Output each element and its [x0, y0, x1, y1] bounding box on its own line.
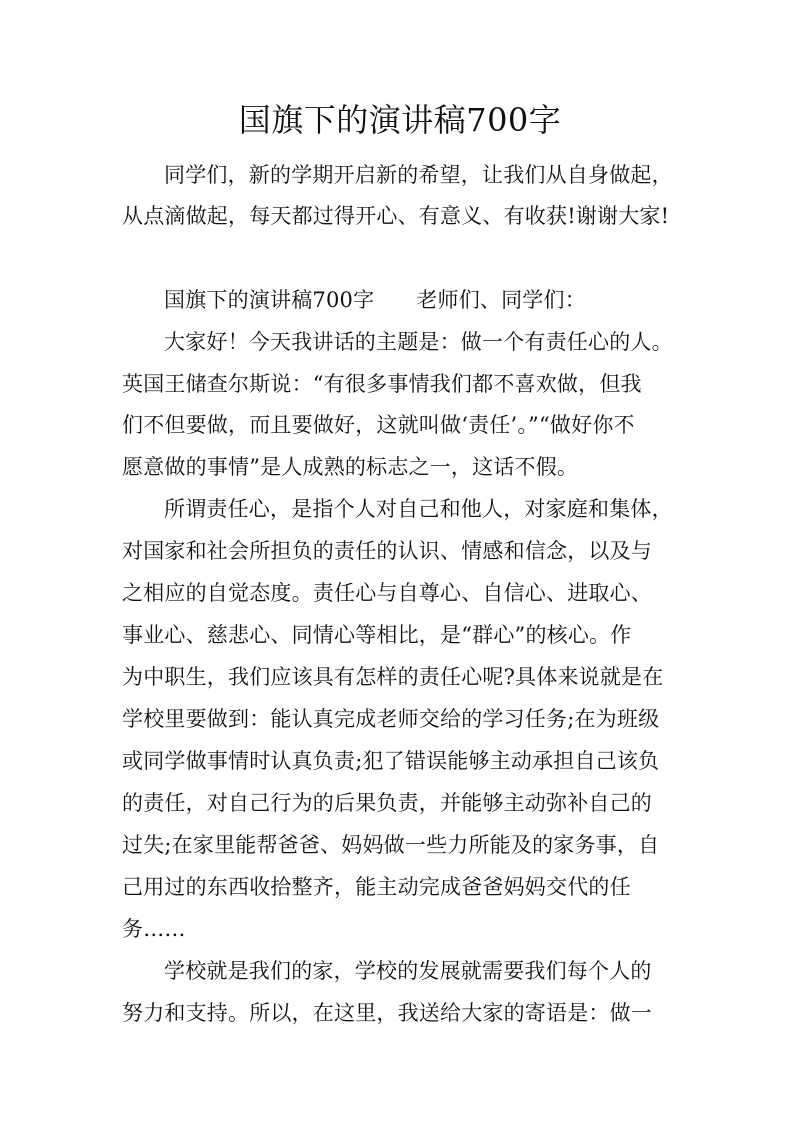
paragraph-2-line-2: 英国王储查尔斯说：“有很多事情我们都不喜欢做，但我: [122, 372, 642, 396]
section-heading-greeting: 老师们、同学们：: [416, 288, 586, 312]
paragraph-2-line-1: 大家好！今天我讲话的主题是：做一个有责任心的人。: [164, 330, 673, 354]
document-title: 国旗下的演讲稿700字: [238, 101, 562, 139]
paragraph-3-line-9: 过失;在家里能帮爸爸、妈妈做一些力所能及的家务事，自: [122, 833, 660, 857]
paragraph-3-line-10: 己用过的东西收拾整齐，能主动完成爸爸妈妈交代的任: [122, 875, 631, 899]
paragraph-3-line-7: 或同学做事情时认真负责;犯了错误能够主动承担自己该负: [122, 749, 660, 773]
paragraph-3-line-8: 的责任，对自己行为的后果负责，并能够主动弥补自己的: [122, 791, 652, 815]
paragraph-3-line-1: 所谓责任心，是指个人对自己和他人，对家庭和集体，: [164, 497, 673, 521]
paragraph-4-line-1: 学校就是我们的家，学校的发展就需要我们每个人的: [164, 959, 652, 983]
paragraph-2-line-4: 愿意做的事情”是人成熟的标志之一，这话不假。: [122, 455, 579, 479]
paragraph-3-line-3: 之相应的自觉态度。责任心与自尊心、自信心、进取心、: [122, 581, 652, 605]
paragraph-3-line-6: 学校里要做到：能认真完成老师交给的学习任务;在为班级: [122, 707, 660, 731]
paragraph-2-line-3: 们不但要做，而且要做好，这就叫做‘责任’。”“做好你不: [122, 413, 635, 437]
paragraph-3-line-4: 事业心、慈悲心、同情心等相比，是“群心”的核心。作: [122, 623, 632, 647]
paragraph-1-line-2: 从点滴做起，每天都过得开心、有意义、有收获!谢谢大家!: [122, 204, 670, 228]
paragraph-3-line-11: 务……: [122, 917, 186, 941]
paragraph-1-line-1: 同学们，新的学期开启新的希望，让我们从自身做起，: [164, 163, 673, 187]
section-heading-title: 国旗下的演讲稿700字: [164, 288, 375, 312]
paragraph-4-line-2: 努力和支持。所以，在这里，我送给大家的寄语是：做一: [122, 1001, 652, 1025]
section-heading: [164, 285, 734, 315]
paragraph-3-line-5: 为中职生，我们应该具有怎样的责任心呢?具体来说就是在: [122, 665, 664, 689]
paragraph-3-line-2: 对国家和社会所担负的责任的认识、情感和信念，以及与: [122, 539, 652, 563]
